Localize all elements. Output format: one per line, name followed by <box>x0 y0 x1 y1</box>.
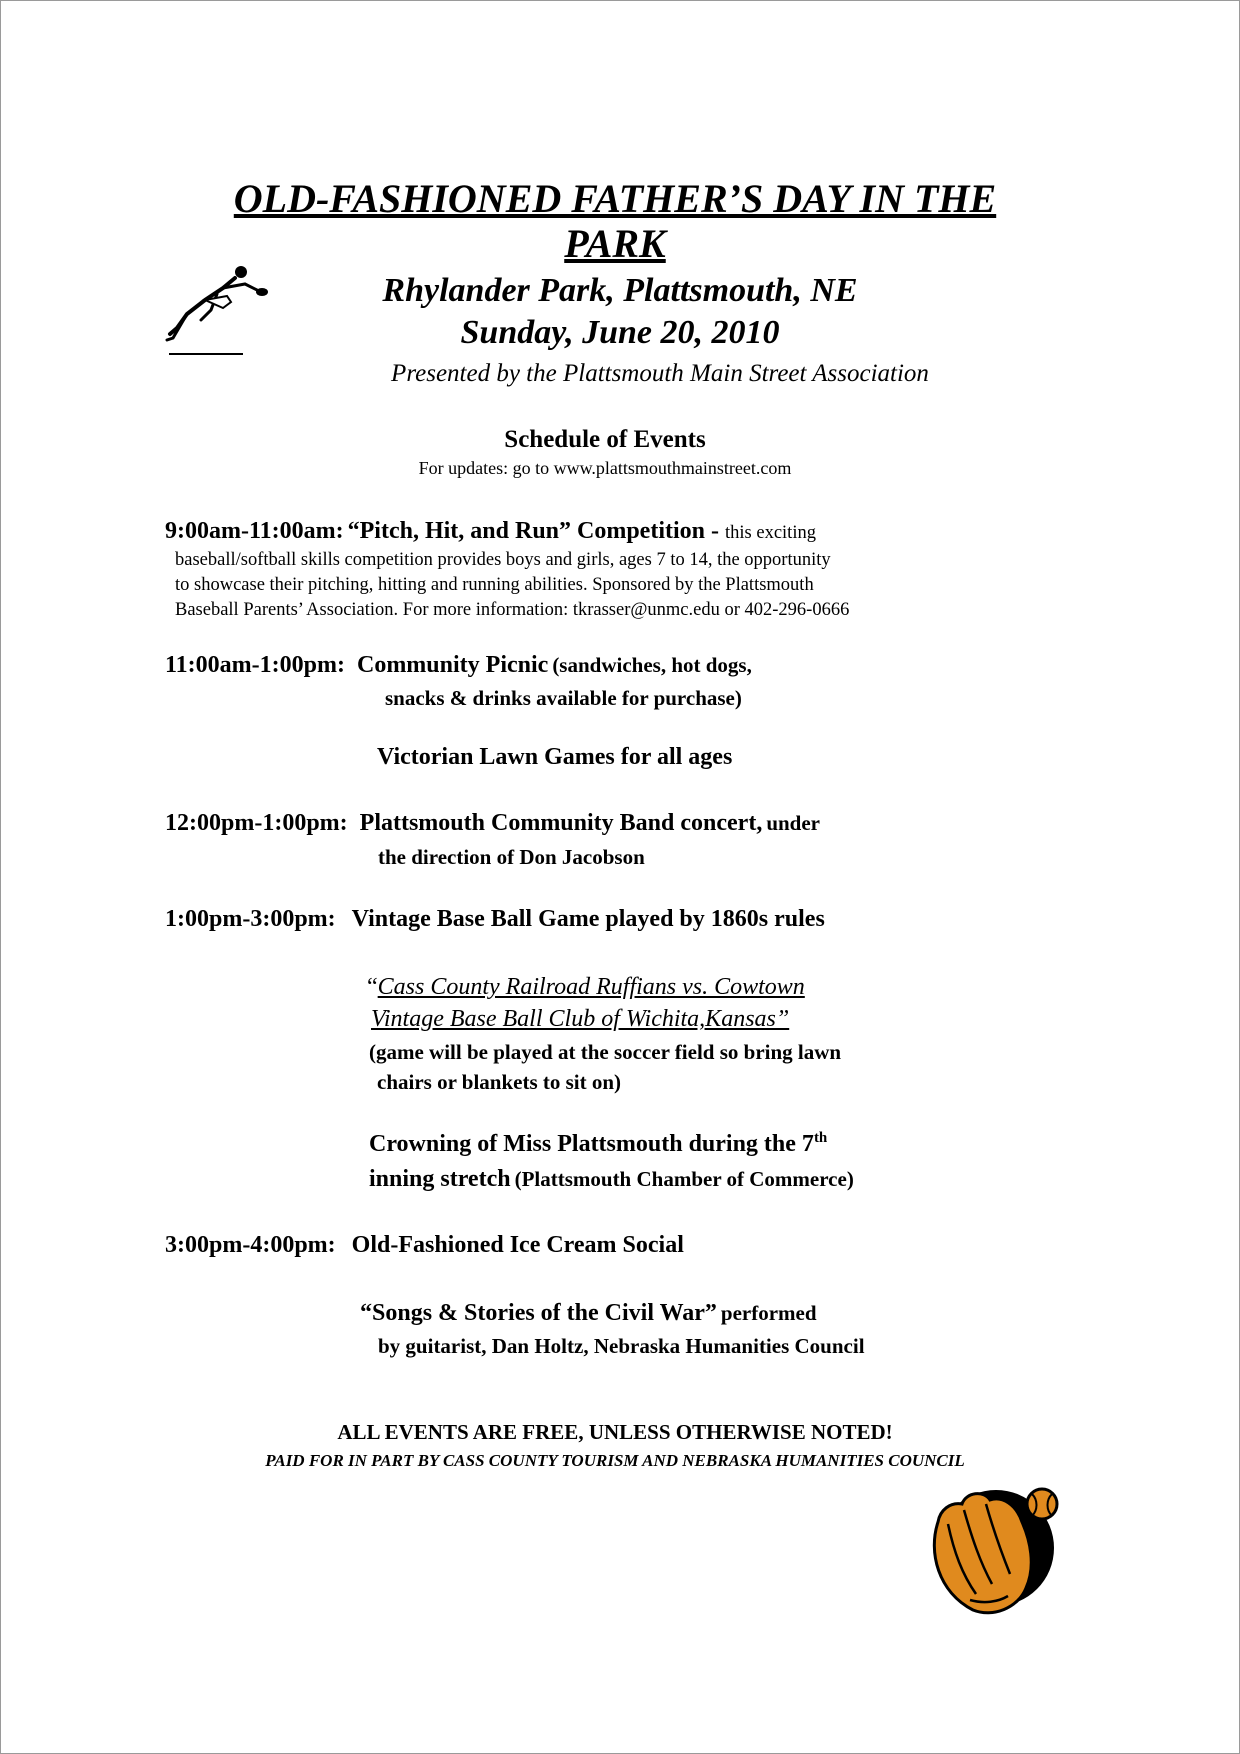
event-note: under <box>766 811 820 835</box>
sponsor-notice: PAID FOR IN PART BY CASS COUNTY TOURISM AND NEBRASKA HUMANITIES COUNCIL <box>265 1451 965 1470</box>
event-note: snacks & drinks available for purchase) <box>385 686 742 710</box>
baseball-glove-icon <box>918 1482 1068 1618</box>
title-line-2: PARK <box>564 221 666 266</box>
event-community-picnic <box>165 652 752 679</box>
event-note: by guitarist, Dan Holtz, Nebraska Humanities Council <box>378 1334 865 1358</box>
event-title: Old-Fashioned Ice Cream Social <box>351 1232 684 1258</box>
event-date: Sunday, June 20, 2010 <box>460 314 780 351</box>
event-dash: - <box>705 518 726 544</box>
event-description: baseball/softball skills competition provides boys and girls, ages 7 to 14, the opportunity <box>175 550 831 570</box>
event-description: to showcase their pitching, hitting and running abilities. Sponsored by the Plattsmouth <box>175 575 814 595</box>
event-time: 9:00am-11:00am: <box>165 518 344 544</box>
free-events-notice: ALL EVENTS ARE FREE, UNLESS OTHERWISE NOTED! <box>337 1420 893 1444</box>
event-pitch-hit-run <box>165 518 816 545</box>
event-note: (game will be played at the soccer field so bring lawn <box>369 1040 842 1064</box>
event-title: “Songs & Stories of the Civil War” <box>360 1300 717 1326</box>
event-time: 11:00am-1:00pm: <box>165 652 345 678</box>
match-line-2 <box>371 1006 789 1033</box>
match-text: Vintage Base Ball Club of Wichita,Kansas” <box>371 1006 790 1032</box>
event-lawn-games: Victorian Lawn Games for all ages <box>377 744 733 770</box>
event-note: chairs or blankets to sit on) <box>377 1070 622 1094</box>
event-note: the direction of Don Jacobson <box>378 845 645 869</box>
event-title: Crowning of Miss Plattsmouth during the 7 <box>369 1131 814 1157</box>
schedule-heading: Schedule of Events <box>504 426 706 453</box>
event-crowning <box>369 1130 827 1158</box>
event-time: 3:00pm-4:00pm: <box>165 1232 336 1258</box>
event-crowning-line-2 <box>369 1166 854 1193</box>
event-title: Plattsmouth Community Band concert, <box>359 810 763 836</box>
event-lead: this exciting <box>725 523 816 543</box>
presented-by: Presented by the Plattsmouth Main Street Association <box>391 360 929 387</box>
event-songs-stories <box>360 1300 817 1327</box>
event-note: (sandwiches, hot dogs, <box>552 653 752 677</box>
baseball-player-icon <box>165 262 275 358</box>
event-title: “Pitch, Hit, and Run” Competition <box>347 518 706 544</box>
match-line-1 <box>367 974 805 1001</box>
event-vintage-base-ball <box>165 906 825 933</box>
event-title: Community Picnic <box>356 652 549 678</box>
event-note: performed <box>720 1301 817 1325</box>
event-note: (Plattsmouth Chamber of Commerce) <box>514 1167 854 1191</box>
event-description: Baseball Parents’ Association. For more information: tkrasser@unmc.edu or 402-296-0666 <box>175 600 850 620</box>
title-line-1: OLD-FASHIONED FATHER’S DAY IN THE <box>233 176 997 221</box>
match-text: Cass County Railroad Ruffians vs. Cowtown <box>377 974 805 1000</box>
event-title: Vintage Base Ball Game played by 1860s rules <box>351 906 825 932</box>
event-band-concert <box>165 810 820 837</box>
page-title <box>190 176 1040 266</box>
location: Rhylander Park, Plattsmouth, NE <box>382 272 858 309</box>
event-title: inning stretch <box>369 1166 511 1192</box>
event-time: 1:00pm-3:00pm: <box>165 906 336 932</box>
event-time: 12:00pm-1:00pm: <box>165 810 348 836</box>
updates-line: For updates: go to www.plattsmouthmainstreet.com <box>418 458 792 478</box>
ordinal-suffix: th <box>813 1130 828 1146</box>
event-ice-cream-social <box>165 1232 684 1259</box>
open-quote: “ <box>367 974 378 1000</box>
